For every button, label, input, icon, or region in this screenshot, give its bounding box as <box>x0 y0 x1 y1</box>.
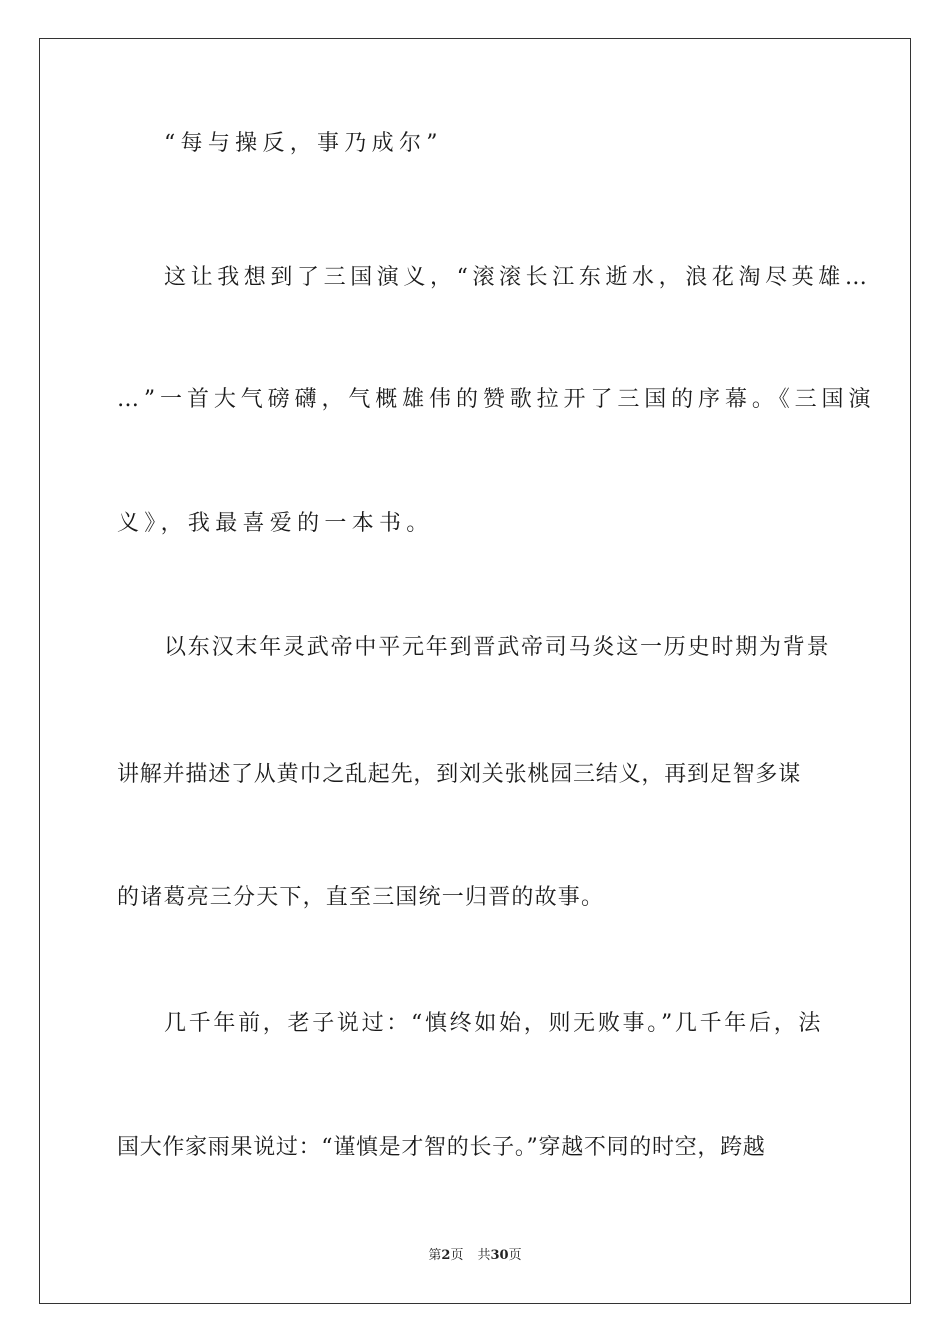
text-line-4 <box>0 504 950 544</box>
text-line-2 <box>0 258 950 298</box>
text-line-9 <box>0 1128 950 1168</box>
paragraph-text: 讲解并描述了从黄巾之乱起先，到刘关张桃园三结义，再到足智多谋 <box>117 762 802 787</box>
text-line-6 <box>0 755 950 795</box>
page-prefix: 第 <box>428 1248 442 1263</box>
paragraph-text: 的诸葛亮三分天下，直至三国统一归晋的故事。 <box>117 885 605 910</box>
paragraph-text: “每与操反，事乃成尔” <box>164 131 443 156</box>
total-pages: 30 <box>490 1248 509 1263</box>
page-suffix: 页 <box>450 1248 464 1263</box>
text-line-5 <box>0 628 950 668</box>
text-line-1 <box>0 124 950 164</box>
paragraph-text: …”一首大气磅礴，气概雄伟的赞歌拉开了三国的序幕。《三国演 <box>117 387 876 412</box>
page-border <box>39 38 911 1304</box>
paragraph-text: 义》，我最喜爱的一本书。 <box>117 511 434 536</box>
text-line-8 <box>0 1004 950 1044</box>
paragraph-text: 几千年前，老子说过：“慎终如始，则无败事。”几千年后，法 <box>164 1011 824 1036</box>
text-line-3 <box>0 380 950 420</box>
page-footer <box>0 1246 950 1266</box>
text-line-7 <box>0 878 950 918</box>
total-suffix: 页 <box>508 1248 522 1263</box>
paragraph-text: 国大作家雨果说过：“谨慎是才智的长子。”穿越不同的时空，跨越 <box>117 1135 766 1160</box>
paragraph-text: 这让我想到了三国演义，“滚滚长江东逝水，浪花淘尽英雄… <box>164 265 872 290</box>
page-number: 2 <box>441 1248 451 1263</box>
paragraph-text: 以东汉末年灵武帝中平元年到晋武帝司马炎这一历史时期为背景 <box>164 635 831 660</box>
total-prefix: 共 <box>477 1248 491 1263</box>
